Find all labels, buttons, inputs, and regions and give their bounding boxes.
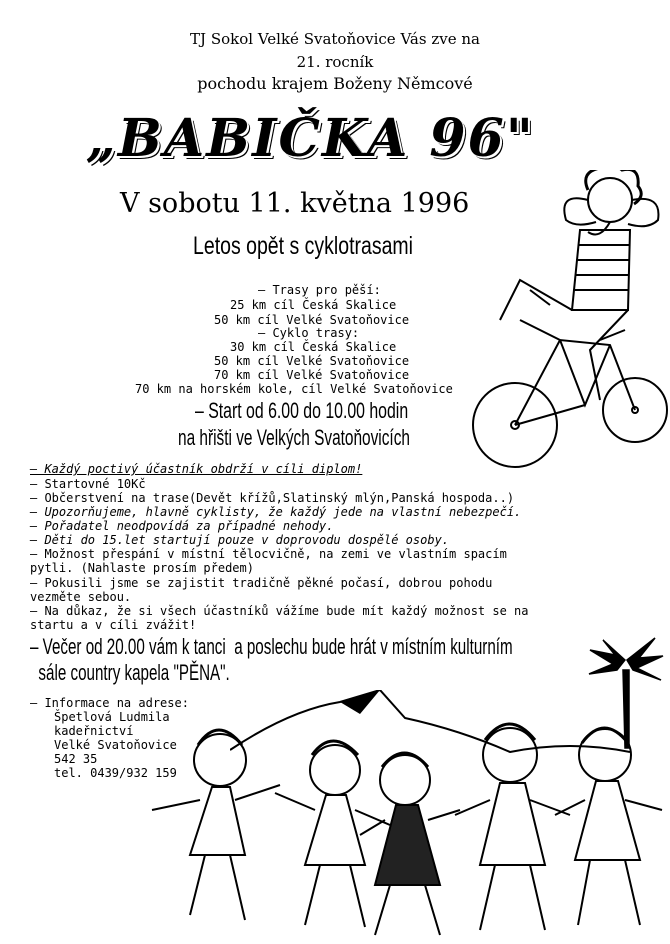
header-line-2: 21. rocník — [296, 53, 374, 71]
bullet-item: – Startovné 10Kč — [30, 477, 146, 491]
bullet-item: – Upozorňujeme, hlavně cyklisty, že každý jede na vlastní nebezpečí. — [30, 505, 522, 519]
bullet-item: – Každý poctivý účastník obdrží v cíli diplom! — [30, 462, 363, 476]
bullet-item: vezměte sebou. — [30, 590, 132, 604]
bullet-item: startu a v cíli zvážit! — [30, 618, 197, 632]
evening-line-1: – Večer od 20.00 vám k tanci a poslechu bude hrát v místním kulturním — [30, 634, 513, 659]
bullet-item: – Pořadatel neodpovídá za případné nehody. — [30, 519, 334, 533]
header-line-3: pochodu krajem Boženy Němcové — [197, 74, 473, 93]
evening-line-2: sále country kapela "PĚNA". — [30, 660, 230, 685]
cycle-route: 50 km cíl Velké Svatoňovice — [214, 354, 410, 368]
header-line-1: TJ Sokol Velké Svatoňovice Vás zve na — [190, 30, 480, 48]
event-date: V sobotu 11. května 1996 — [120, 188, 470, 219]
walk-route: 50 km cíl Velké Svatoňovice — [214, 313, 410, 327]
contact-heading: – Informace na adrese: — [30, 696, 189, 710]
bullet-item: pytli. (Nahlaste prosím předem) — [30, 561, 254, 575]
bullet-item: – Možnost přespání v místní tělocvičně, na zemi ve vlastním spacím — [30, 547, 507, 561]
contact-line: 542 35 — [54, 752, 98, 766]
bullet-item: – Pokusili jsme se zajistit tradičně pěkné počasí, dobrou pohodu — [30, 576, 493, 590]
contact-line: tel. 0439/932 159 — [54, 766, 177, 780]
start-time: – Start od 6.00 do 10.00 hodin — [195, 398, 409, 423]
contact-line: Špetlová Ludmila — [54, 710, 170, 724]
contact-line: kadeřnictví — [54, 724, 134, 738]
bullet-item: – Na důkaz, že si všech účastníků vážíme bude mít každý možnost se na — [30, 604, 529, 618]
hikers-illustration — [150, 715, 665, 940]
walk-heading: – Trasy pro pěší: — [258, 283, 381, 297]
cycle-route: 70 km cíl Velké Svatoňovice — [214, 368, 410, 382]
cycle-route: 30 km cíl Česká Skalice — [230, 340, 397, 354]
event-title: „BABIČKA 96" — [86, 108, 535, 169]
contact-line: Velké Svatoňovice — [54, 738, 177, 752]
event-subtitle: Letos opět s cyklotrasami — [193, 232, 414, 260]
start-place: na hřišti ve Velkých Svatoňovicích — [178, 425, 410, 450]
walk-route: 25 km cíl Česká Skalice — [230, 298, 397, 312]
cycle-route: 70 km na horském kole, cíl Velké Svatoňovice — [135, 382, 453, 396]
cyclist-illustration — [460, 170, 670, 470]
cycle-heading: – Cyklo trasy: — [258, 326, 360, 340]
bullet-item: – Občerstvení na trase(Devět křížů,Slatinský mlýn,Panská hospoda..) — [30, 491, 515, 505]
bullet-item: – Děti do 15.let startují pouze v doprovodu dospělé osoby. — [30, 533, 450, 547]
